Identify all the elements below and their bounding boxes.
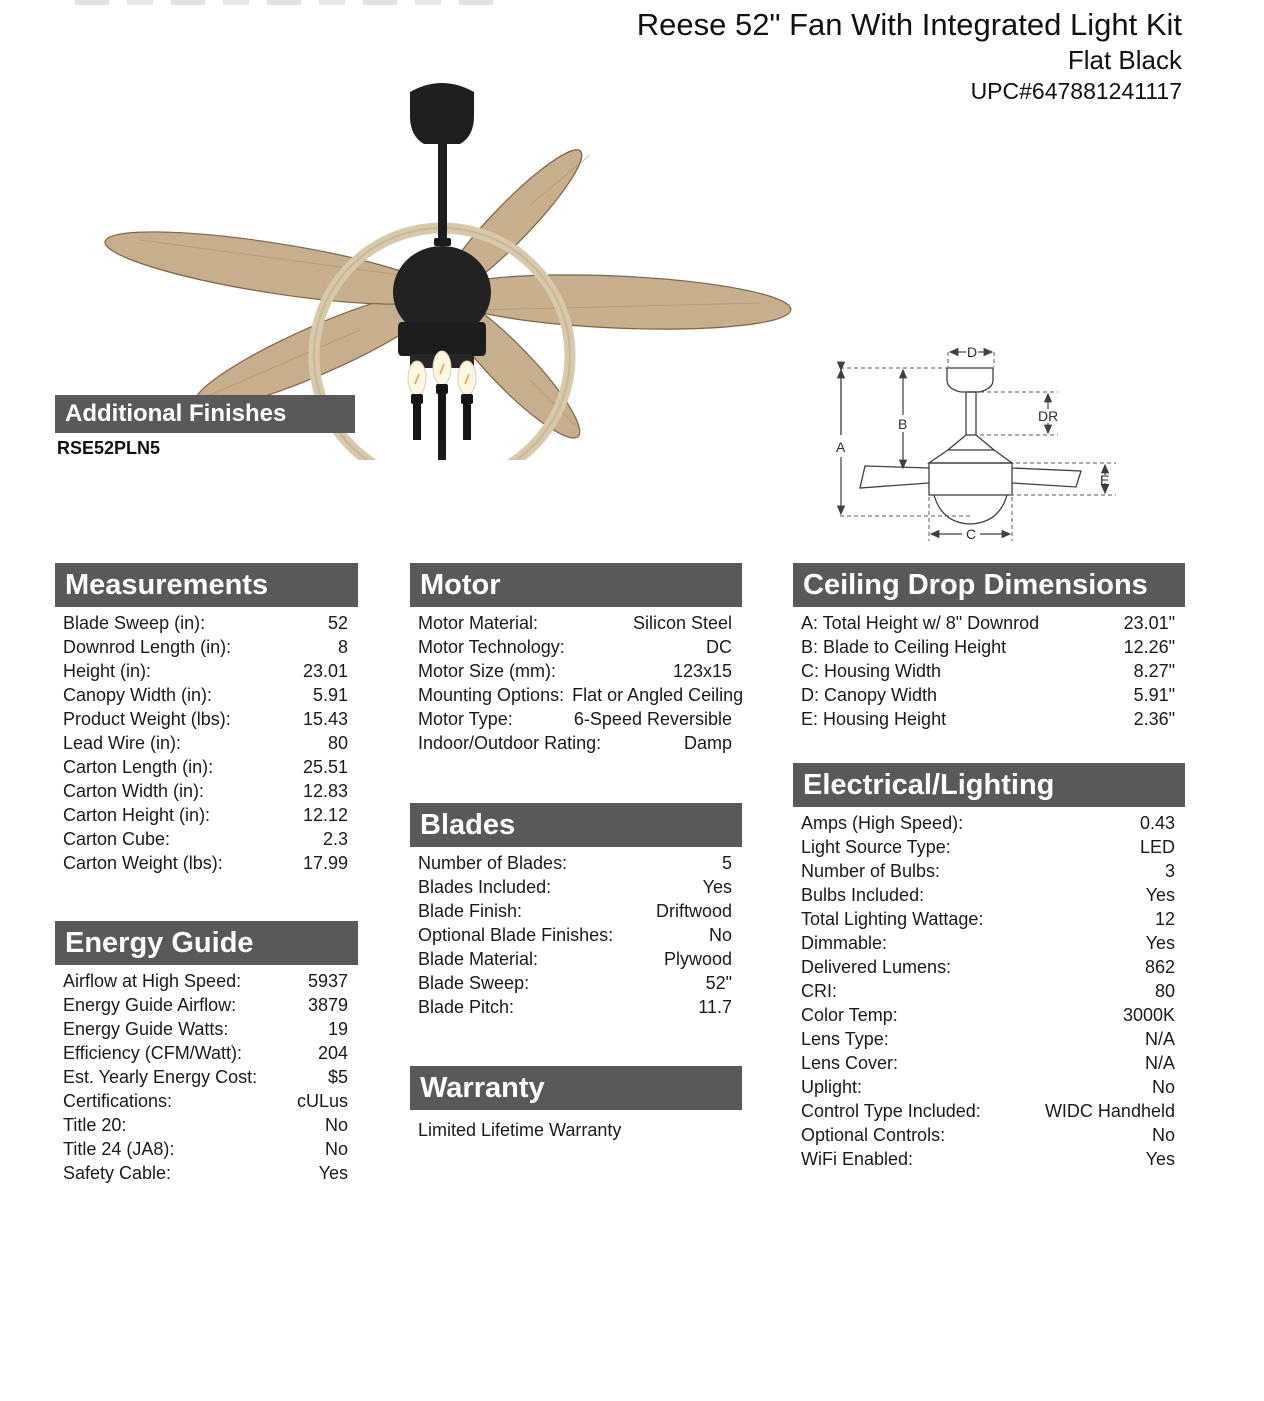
spec-value: $5: [327, 1067, 348, 1087]
spec-value: 3: [1164, 861, 1175, 881]
spec-row: [410, 707, 742, 731]
spec-row: [793, 683, 1185, 707]
spec-label: Lens Type:: [801, 1029, 889, 1049]
spec-row: [55, 1065, 358, 1089]
spec-value: 6-Speed Reversible: [573, 709, 732, 729]
spec-value: Yes: [1145, 933, 1175, 953]
spec-value: 862: [1144, 957, 1175, 977]
spec-label: Blade Pitch:: [418, 997, 515, 1017]
ceiling-drop-header: Ceiling Drop Dimensions: [793, 563, 1185, 607]
dim-label-b: B: [898, 416, 908, 432]
spec-label: D: Canopy Width: [801, 685, 938, 705]
spec-label: Carton Width (in):: [63, 781, 205, 801]
spec-row: [55, 803, 358, 827]
spec-value: WIDC Handheld: [1044, 1101, 1175, 1121]
energy-guide-header: Energy Guide: [55, 921, 358, 965]
spec-label: Carton Height (in):: [63, 805, 211, 825]
ceiling-drop-rows: [793, 607, 1185, 731]
spec-row: [55, 779, 358, 803]
spec-row: [55, 851, 358, 875]
spec-label: Control Type Included:: [801, 1101, 981, 1121]
spec-value: Yes: [1145, 1149, 1175, 1169]
spec-row: [793, 859, 1185, 883]
spec-label: Carton Cube:: [63, 829, 171, 849]
spec-value: 5.91": [1133, 685, 1175, 705]
motor-rows: [410, 607, 742, 755]
spec-label: A: Total Height w/ 8" Downrod: [801, 613, 1040, 633]
spec-row: [410, 995, 742, 1019]
spec-label: Dimmable:: [801, 933, 888, 953]
spec-row: [410, 899, 742, 923]
spec-label: Energy Guide Airflow:: [63, 995, 237, 1015]
spec-row: [793, 931, 1185, 955]
spec-label: Carton Weight (lbs):: [63, 853, 223, 873]
spec-row: [410, 947, 742, 971]
spec-label: Certifications:: [63, 1091, 173, 1111]
spec-value: 5937: [307, 971, 348, 991]
spec-label: Optional Blade Finishes:: [418, 925, 614, 945]
additional-finish-sku: RSE52PLN5: [57, 438, 161, 458]
measurements-section: [55, 563, 358, 875]
spec-label: Optional Controls:: [801, 1125, 946, 1145]
spec-value: No: [1151, 1077, 1175, 1097]
spec-value: 12: [1154, 909, 1175, 929]
warranty-note: Limited Lifetime Warranty: [418, 1120, 622, 1140]
motor-header: Motor: [410, 563, 742, 607]
spec-value: Yes: [702, 877, 732, 897]
spec-value: 52: [327, 613, 348, 633]
spec-value: 5: [721, 853, 732, 873]
spec-label: Motor Type:: [418, 709, 513, 729]
spec-value: 12.83: [302, 781, 348, 801]
spec-label: Lens Cover:: [801, 1053, 899, 1073]
spec-row: [55, 1089, 358, 1113]
spec-value: 8: [337, 637, 348, 657]
spec-value: 123x15: [672, 661, 732, 681]
spec-row: [793, 955, 1185, 979]
spec-row: [55, 755, 358, 779]
spec-label: Indoor/Outdoor Rating:: [418, 733, 602, 753]
spec-label: Bulbs Included:: [801, 885, 925, 905]
spec-row: [793, 659, 1185, 683]
spec-row: [793, 1003, 1185, 1027]
spec-row: [410, 683, 742, 707]
spec-row: [793, 1099, 1185, 1123]
spec-label: Blades Included:: [418, 877, 552, 897]
blades-rows: [410, 847, 742, 1019]
spec-row: [793, 811, 1185, 835]
spec-label: Motor Material:: [418, 613, 539, 633]
spec-label: Blade Material:: [418, 949, 539, 969]
warranty-section: [410, 1066, 742, 1142]
spec-value: 3879: [307, 995, 348, 1015]
spec-value: 15.43: [302, 709, 348, 729]
spec-label: E: Housing Height: [801, 709, 947, 729]
spec-value: 19: [327, 1019, 348, 1039]
blades-header: Blades: [410, 803, 742, 847]
spec-label: Motor Technology:: [418, 637, 565, 657]
spec-row: [410, 875, 742, 899]
spec-row: [410, 731, 742, 755]
spec-label: Mounting Options:: [418, 685, 565, 705]
spec-row: [793, 1147, 1185, 1171]
spec-value: 3000K: [1122, 1005, 1175, 1025]
spec-value: cULus: [296, 1091, 348, 1111]
spec-row: [410, 971, 742, 995]
spec-row: [55, 611, 358, 635]
spec-row: [55, 731, 358, 755]
spec-label: Light Source Type:: [801, 837, 951, 857]
spec-label: Blade Sweep:: [418, 973, 530, 993]
spec-row: [55, 1041, 358, 1065]
spec-value: 80: [327, 733, 348, 753]
spec-label: C: Housing Width: [801, 661, 942, 681]
spec-label: Safety Cable:: [63, 1163, 172, 1183]
spec-label: B: Blade to Ceiling Height: [801, 637, 1007, 657]
spec-value: 12.12: [302, 805, 348, 825]
spec-value: 25.51: [302, 757, 348, 777]
spec-row: [793, 835, 1185, 859]
energy-guide-section: [55, 921, 358, 1185]
spec-row: [410, 635, 742, 659]
spec-label: Title 24 (JA8):: [63, 1139, 175, 1159]
spec-label: Est. Yearly Energy Cost:: [63, 1067, 258, 1087]
spec-value: Yes: [1145, 885, 1175, 905]
spec-label: Carton Length (in):: [63, 757, 214, 777]
spec-value: N/A: [1144, 1053, 1175, 1073]
spec-value: 204: [317, 1043, 348, 1063]
spec-label: Total Lighting Wattage:: [801, 909, 984, 929]
spec-value: Flat or Angled Ceiling: [572, 685, 744, 705]
dim-label-a: A: [836, 439, 846, 455]
spec-row: [55, 659, 358, 683]
spec-value: Silicon Steel: [632, 613, 732, 633]
spec-value: 11.7: [698, 997, 732, 1017]
ceiling-drop-section: [793, 563, 1185, 731]
spec-row: [55, 993, 358, 1017]
spec-label: Title 20:: [63, 1115, 127, 1135]
spec-row: [793, 907, 1185, 931]
spec-label: Number of Bulbs:: [801, 861, 941, 881]
upc-code: UPC#647881241117: [970, 78, 1182, 104]
spec-label: Color Temp:: [801, 1005, 898, 1025]
electrical-lighting-section: [793, 763, 1185, 1171]
spec-row: [55, 635, 358, 659]
spec-label: Airflow at High Speed:: [63, 971, 242, 991]
spec-label: Blade Finish:: [418, 901, 523, 921]
motor-section: [410, 563, 742, 755]
spec-value: 52": [705, 973, 732, 993]
blades-section: [410, 803, 742, 1019]
spec-row: [793, 1051, 1185, 1075]
electrical-lighting-header: Electrical/Lighting: [793, 763, 1185, 807]
spec-value: No: [708, 925, 732, 945]
additional-finishes-header: Additional Finishes: [55, 395, 355, 433]
spec-row: [410, 851, 742, 875]
spec-row: [793, 1027, 1185, 1051]
spec-value: N/A: [1144, 1029, 1175, 1049]
dimension-diagram: [830, 335, 1140, 560]
spec-row: [55, 683, 358, 707]
spec-value: 12.26": [1123, 637, 1175, 657]
spec-label: Blade Sweep (in):: [63, 613, 206, 633]
spec-value: LED: [1139, 837, 1175, 857]
spec-value: No: [324, 1139, 348, 1159]
spec-label: Lead Wire (in):: [63, 733, 182, 753]
spec-value: 17.99: [302, 853, 348, 873]
spec-row: [55, 1137, 358, 1161]
spec-value: 2.36": [1133, 709, 1175, 729]
spec-label: Energy Guide Watts:: [63, 1019, 229, 1039]
spec-label: Delivered Lumens:: [801, 957, 952, 977]
spec-row: [410, 659, 742, 683]
spec-value: DC: [706, 637, 732, 657]
spec-row: [55, 707, 358, 731]
spec-label: Height (in):: [63, 661, 152, 681]
page-title: Reese 52" Fan With Integrated Light Kit: [636, 7, 1182, 42]
spec-value: Plywood: [663, 949, 732, 969]
spec-value: 80: [1154, 981, 1175, 1001]
spec-value: No: [1151, 1125, 1175, 1145]
spec-label: Downrod Length (in):: [63, 637, 232, 657]
warranty-header: Warranty: [410, 1066, 742, 1110]
spec-row: [793, 979, 1185, 1003]
spec-label: CRI:: [801, 981, 837, 1001]
electrical-lighting-rows: [793, 807, 1185, 1171]
spec-label: Efficiency (CFM/Watt):: [63, 1043, 243, 1063]
spec-row: [793, 707, 1185, 731]
cropped-header-remnant: [75, 0, 499, 5]
spec-label: Canopy Width (in):: [63, 685, 213, 705]
spec-label: Amps (High Speed):: [801, 813, 964, 833]
spec-value: 8.27": [1133, 661, 1175, 681]
spec-row: [55, 1113, 358, 1137]
spec-row: [55, 1017, 358, 1041]
finish-name: Flat Black: [1067, 45, 1182, 75]
measurements-header: Measurements: [55, 563, 358, 607]
spec-row: [55, 969, 358, 993]
dim-label-dr: DR: [1038, 408, 1059, 424]
spec-row: [793, 883, 1185, 907]
spec-value: Yes: [318, 1163, 348, 1183]
spec-label: Product Weight (lbs):: [63, 709, 231, 729]
dim-label-c: C: [966, 526, 977, 542]
dim-label-d: D: [967, 344, 978, 360]
spec-row: [793, 1123, 1185, 1147]
dim-label-e: E: [1100, 472, 1110, 488]
spec-row: [410, 923, 742, 947]
energy-guide-rows: [55, 965, 358, 1185]
measurements-rows: [55, 607, 358, 875]
spec-value: 23.01: [302, 661, 348, 681]
spec-value: 23.01": [1123, 613, 1175, 633]
spec-row: [793, 1075, 1185, 1099]
spec-value: 2.3: [322, 829, 348, 849]
spec-row: [793, 635, 1185, 659]
spec-row: [410, 611, 742, 635]
spec-value: No: [324, 1115, 348, 1135]
spec-label: WiFi Enabled:: [801, 1149, 914, 1169]
spec-row: [793, 611, 1185, 635]
spec-value: 5.91: [312, 685, 348, 705]
spec-row: [55, 1161, 358, 1185]
spec-value: Damp: [683, 733, 732, 753]
spec-label: Motor Size (mm):: [418, 661, 557, 681]
spec-label: Uplight:: [801, 1077, 863, 1097]
spec-row: [55, 827, 358, 851]
spec-value: Driftwood: [655, 901, 732, 921]
spec-label: Number of Blades:: [418, 853, 568, 873]
spec-value: 0.43: [1139, 813, 1175, 833]
